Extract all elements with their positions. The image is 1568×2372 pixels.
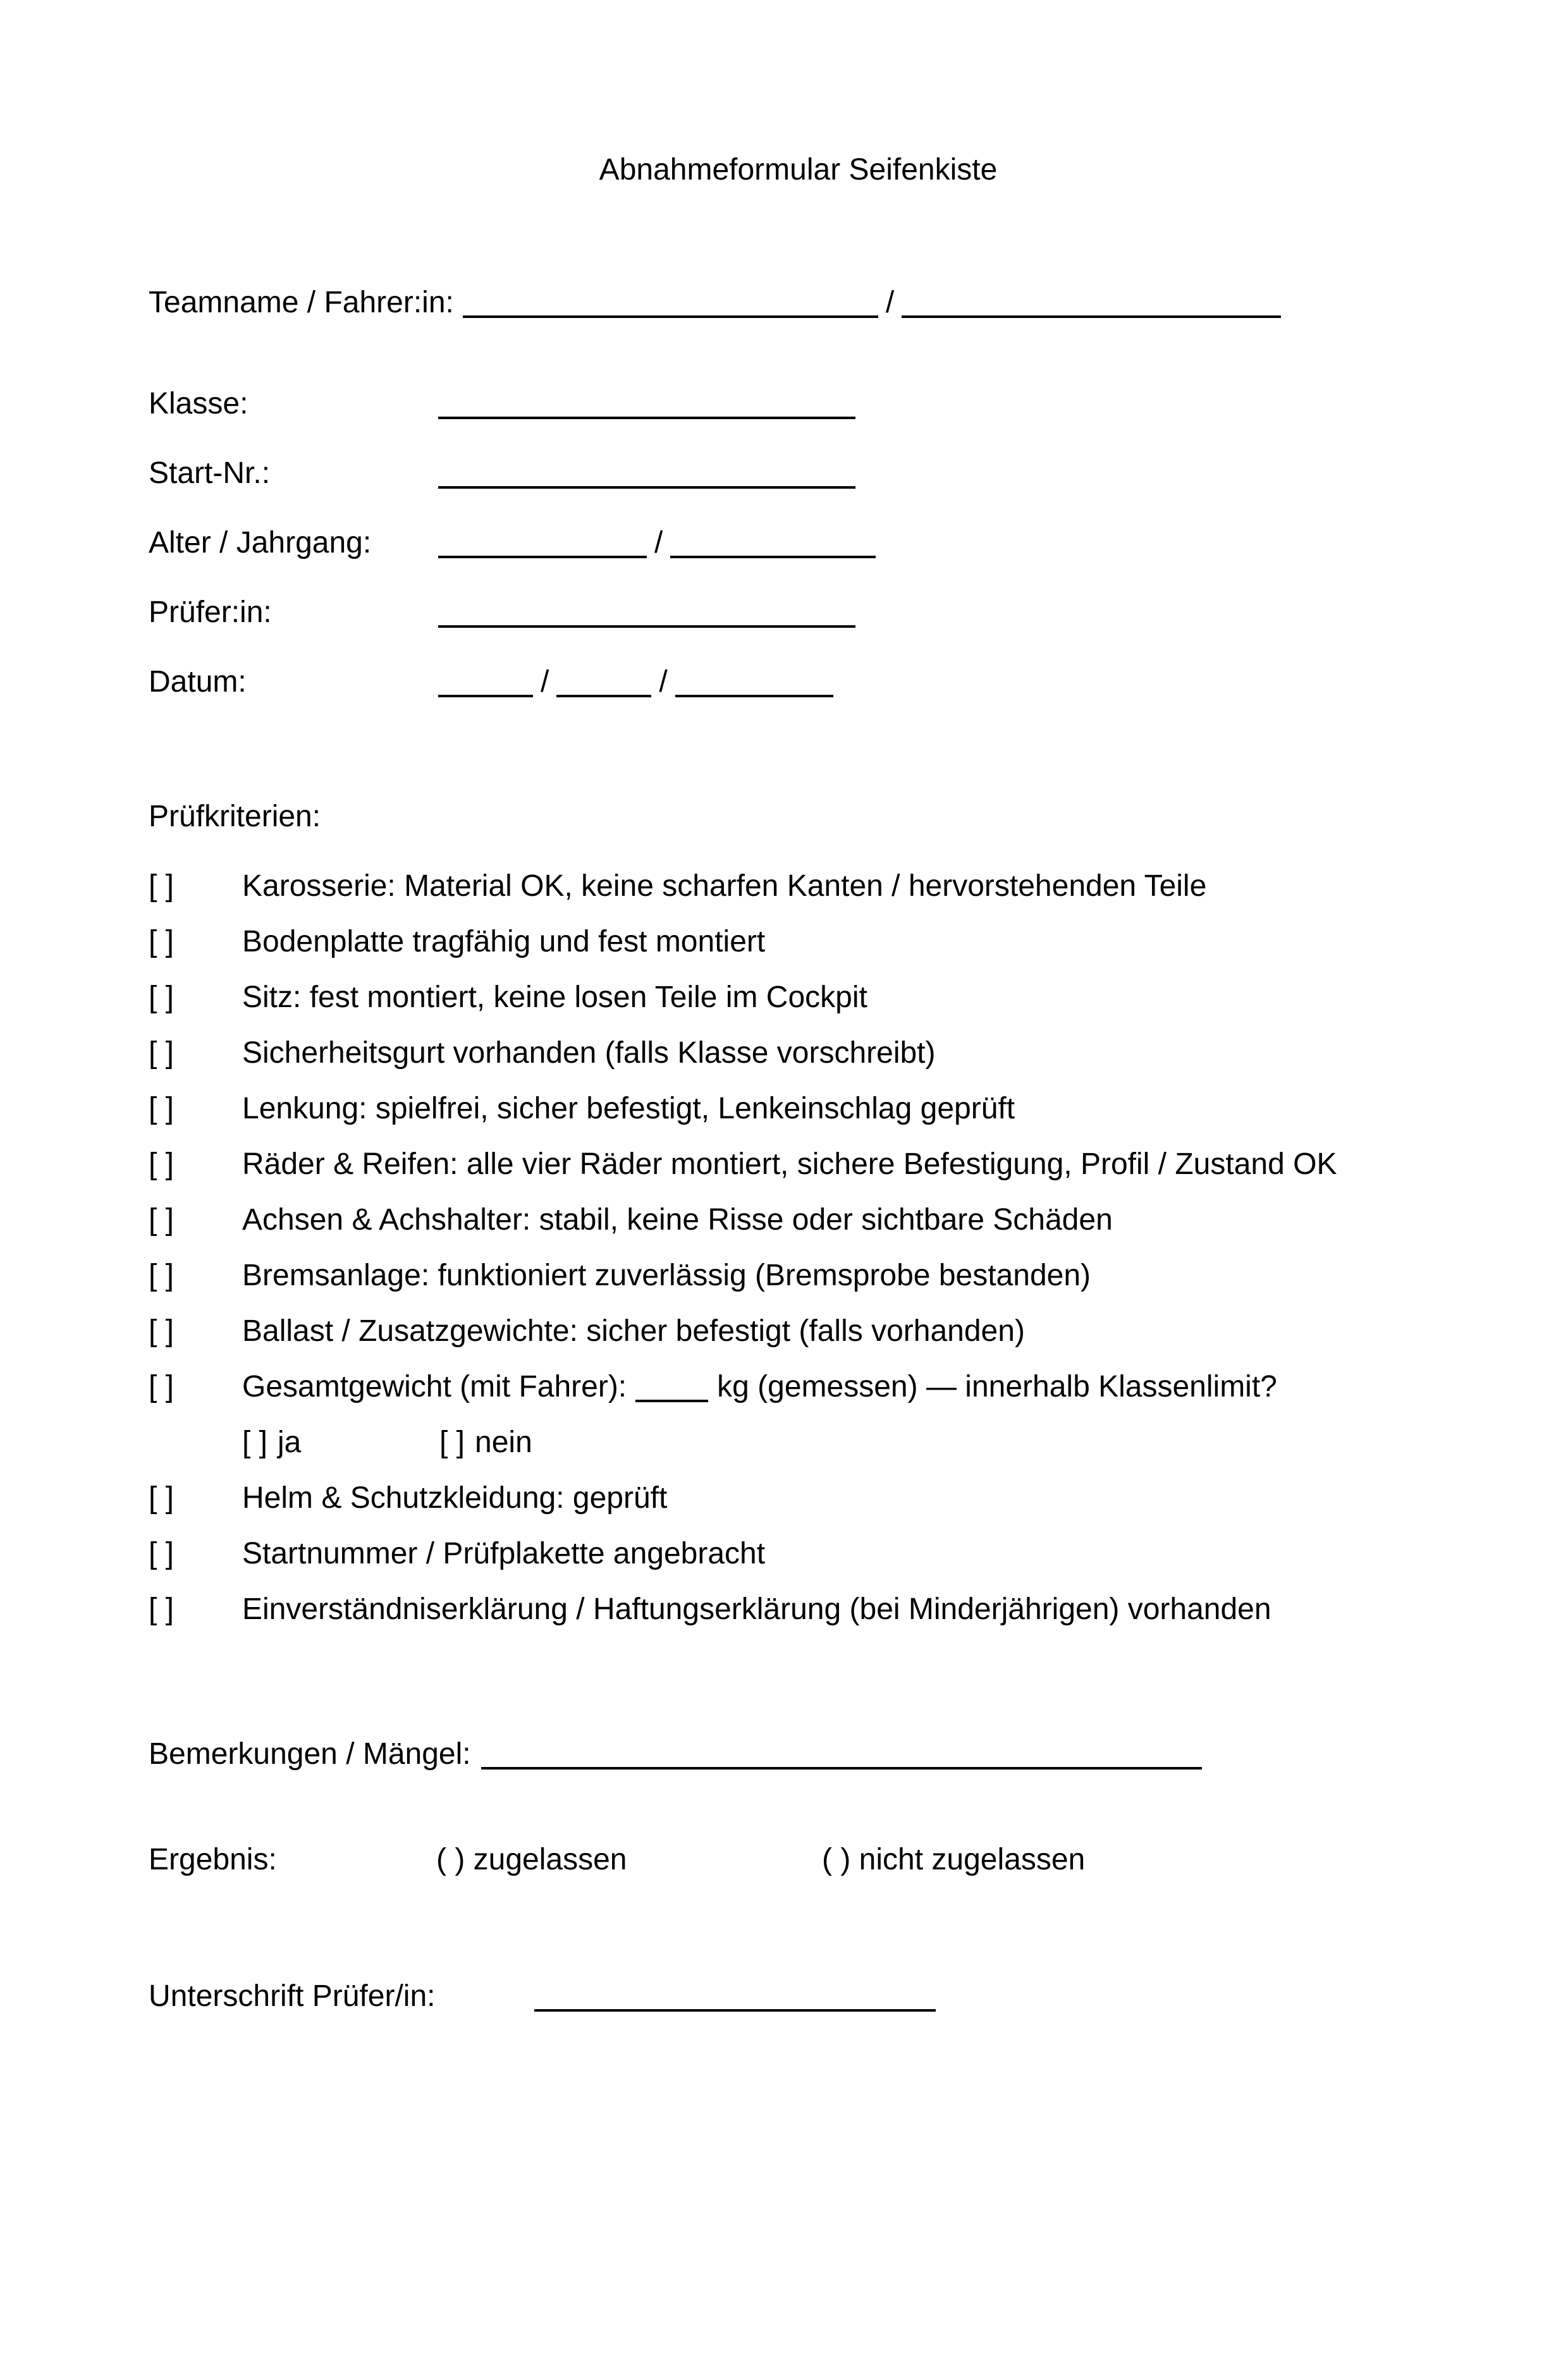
checklist-item-label: Lenkung: spielfrei, sicher befestigt, Lenkeinschlag geprüft xyxy=(242,1092,1015,1125)
checkbox[interactable]: [ ] xyxy=(149,925,175,958)
checkbox[interactable]: [ ] xyxy=(149,1092,175,1125)
field-row-start-nr xyxy=(149,458,1448,489)
weight-item-prefix: Gesamtgewicht (mit Fahrer): xyxy=(242,1370,627,1403)
checklist-item-label: Ballast / Zusatzgewichte: sicher befestigt (falls vorhanden) xyxy=(242,1314,1025,1348)
checklist-item-ballast xyxy=(149,1316,1448,1347)
jahrgang-blank[interactable] xyxy=(670,556,876,558)
checkbox[interactable]: [ ] xyxy=(149,1481,175,1515)
checkbox[interactable]: [ ] xyxy=(149,1259,175,1292)
field-row-pruefer xyxy=(149,597,1448,628)
checkbox[interactable]: [ ] xyxy=(149,869,175,903)
remarks-row xyxy=(149,1739,1448,1770)
checklist-item-sicherheitsgurt xyxy=(149,1038,1448,1068)
weight-option-ja xyxy=(242,1427,439,1458)
start-nr-label: Start-Nr.: xyxy=(149,456,271,490)
field-row-klasse xyxy=(149,389,1448,419)
driver-name-blank[interactable] xyxy=(902,315,1281,318)
criteria-checklist xyxy=(149,871,1448,1625)
result-label: Ergebnis: xyxy=(149,1843,277,1876)
checklist-item-label: Einverständniserklärung / Haftungserklärung (bei Minderjährigen) vorhanden xyxy=(242,1593,1271,1626)
checklist-item-raeder-reifen xyxy=(149,1149,1448,1180)
weight-option-nein xyxy=(439,1427,532,1458)
remarks-blank[interactable] xyxy=(481,1767,1202,1770)
criteria-heading: Prüfkriterien: xyxy=(149,800,321,833)
klasse-label: Klasse: xyxy=(149,387,248,420)
checklist-item-sitz xyxy=(149,982,1448,1013)
checkbox[interactable]: [ ] xyxy=(439,1426,465,1459)
separator-slash: / xyxy=(654,526,663,559)
datum-tag-blank[interactable] xyxy=(438,695,533,697)
checkbox[interactable]: [ ] xyxy=(242,1426,268,1459)
page-title: Abnahmeformular Seifenkiste xyxy=(599,153,998,186)
checklist-item-bremsanlage xyxy=(149,1261,1448,1291)
checkbox[interactable]: [ ] xyxy=(149,1203,175,1237)
result-row xyxy=(149,1845,1448,1875)
checklist-item-achsen xyxy=(149,1205,1448,1235)
klasse-blank[interactable] xyxy=(438,417,855,419)
weight-item-suffix: kg (gemessen) — innerhalb Klassenlimit? xyxy=(717,1370,1277,1403)
team-name-row xyxy=(149,288,1448,318)
weight-option-nein-label: nein xyxy=(475,1426,532,1459)
datum-monat-blank[interactable] xyxy=(556,695,651,697)
checklist-item-bodenplatte xyxy=(149,927,1448,957)
checklist-item-label: Startnummer / Prüfplakette angebracht xyxy=(242,1537,766,1570)
checklist-item-startnummer xyxy=(149,1539,1448,1569)
pruefer-blank[interactable] xyxy=(438,625,855,628)
checklist-item-helm xyxy=(149,1483,1448,1513)
checklist-item-label: Sitz: fest montiert, keine losen Teile im Cockpit xyxy=(242,981,867,1014)
checkbox[interactable]: [ ] xyxy=(149,1537,175,1570)
team-name-label: Teamname / Fahrer:in: xyxy=(149,286,454,319)
result-option-approved[interactable]: ( ) zugelassen xyxy=(436,1843,627,1876)
checklist-item-label: Helm & Schutzkleidung: geprüft xyxy=(242,1481,668,1515)
checklist-item-label xyxy=(242,1372,1448,1402)
start-nr-blank[interactable] xyxy=(438,486,855,489)
checklist-item-label: Bremsanlage: funktioniert zuverlässig (Bremsprobe bestanden) xyxy=(242,1259,1091,1292)
alter-blank[interactable] xyxy=(438,556,647,558)
checkbox[interactable]: [ ] xyxy=(149,1370,175,1403)
checkbox[interactable]: [ ] xyxy=(149,1593,175,1626)
checkbox[interactable]: [ ] xyxy=(149,1147,175,1181)
separator-slash: / xyxy=(659,665,668,699)
checklist-item-einverstaendnis xyxy=(149,1594,1448,1625)
separator-slash: / xyxy=(885,286,895,319)
alter-jahrgang-label: Alter / Jahrgang: xyxy=(149,526,372,559)
checklist-item-label: Räder & Reifen: alle vier Räder montiert, sichere Befestigung, Profil / Zustand OK xyxy=(242,1147,1337,1181)
remarks-label: Bemerkungen / Mängel: xyxy=(149,1737,471,1771)
checkbox[interactable]: [ ] xyxy=(149,1036,175,1070)
checkbox[interactable]: [ ] xyxy=(149,1314,175,1348)
checklist-item-karosserie xyxy=(149,871,1448,902)
weight-option-ja-label: ja xyxy=(278,1426,302,1459)
checklist-item-label: Sicherheitsgurt vorhanden (falls Klasse vorschreibt) xyxy=(242,1036,936,1070)
checklist-item-label: Achsen & Achshalter: stabil, keine Risse oder sichtbare Schäden xyxy=(242,1203,1113,1237)
checklist-item-label: Karosserie: Material OK, keine scharfen Kanten / hervorstehenden Teile xyxy=(242,869,1207,903)
pruefer-label: Prüfer:in: xyxy=(149,596,272,629)
checklist-item-label: Bodenplatte tragfähig und fest montiert xyxy=(242,925,766,958)
signature-row xyxy=(149,1981,1448,2012)
datum-label: Datum: xyxy=(149,665,247,699)
datum-jahr-blank[interactable] xyxy=(675,695,833,697)
weight-options-row xyxy=(149,1427,1448,1458)
checkbox[interactable]: [ ] xyxy=(149,981,175,1014)
signature-blank[interactable] xyxy=(534,2009,936,2012)
form-page xyxy=(0,155,1568,2372)
result-option-rejected[interactable]: ( ) nicht zugelassen xyxy=(822,1843,1086,1876)
signature-label: Unterschrift Prüfer/in: xyxy=(149,1979,436,2013)
team-name-blank[interactable] xyxy=(463,315,878,318)
separator-slash: / xyxy=(541,665,549,699)
weight-kg-blank[interactable] xyxy=(635,1400,708,1402)
field-row-alter-jahrgang xyxy=(149,528,1448,558)
checklist-item-lenkung xyxy=(149,1094,1448,1124)
field-row-datum xyxy=(149,667,1448,697)
checklist-item-gesamtgewicht xyxy=(149,1372,1448,1402)
